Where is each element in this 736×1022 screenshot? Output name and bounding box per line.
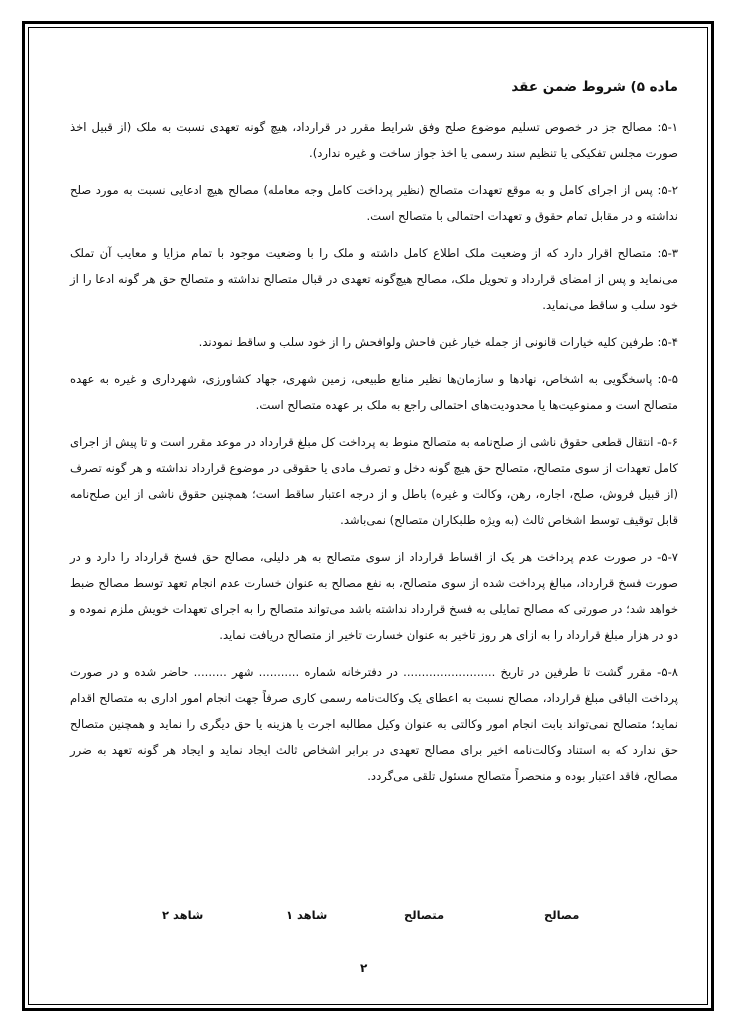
clause-5-3: ۵-۳: متصالح اقرار دارد که از وضعیت ملک اطلاع کامل داشته و ملک را با وضعیت موجود با تمام مزایا و معایب آن تملک می‌نماید و پس از امضای قرارداد و تحویل ملک، مصالح هیچ‌گونه تعهدی در قبال متصالح نداشته و متصالح حق هر گونه ادعا را از خود سلب و ساقط می‌نماید. [70,246,678,312]
signature-witness2: شاهد ۲ [162,908,204,922]
signature-row [0,908,736,932]
clause-5-1: ۵-۱: مصالح جز در خصوص تسلیم موضوع صلح وفق شرایط مقرر در قرارداد، هیچ گونه تعهدی نسبت به ملک (از قبیل اخذ صورت مجلس تفکیکی یا تنظیم سند رسمی یا اخذ جواز ساخت و غیره ندارد). [70,120,678,160]
clause-5-6: ۵-۶- انتقال قطعی حقوق ناشی از صلح‌نامه به متصالح منوط به پرداخت کل مبلغ قرارداد در موعد مقرر است و تا پیش از اجرای کامل تعهدات از سوی متصالح، متصالح حق هیچ گونه دخل و تصرف مادی یا حقوقی در موضوع قرارداد نداشته و هر گونه تصرف (از قبیل فروش، صلح، اجاره، رهن، وکالت و غیره) باطل و از درجه اعتبار ساقط است؛ همچنین حقوق ناشی از این صلح‌نامه قابل توقیف توسط اشخاص ثالث (به ویژه طلبکاران متصالح) نمی‌باشد. [70,435,678,527]
signature-party1: مصالح [544,908,580,922]
signature-party2: متصالح [404,908,445,922]
document-body [70,76,678,800]
page-number: ۲ [360,961,368,975]
signature-witness1: شاهد ۱ [286,908,328,922]
clause-5-5: ۵-۵: پاسخگویی به اشخاص، نهادها و سازمان‌ها نظیر منابع طبیعی، زمین شهری، جهاد کشاورزی، شهرداری و غیره به عهده متصالح است و ممنوعیت‌ها یا محدودیت‌های احتمالی راجع به ملک بر عهده متصالح است. [70,372,678,412]
clause-5-4: ۵-۴: طرفین کلیه خیارات قانونی از جمله خیار غبن فاحش ولوافحش را از خود سلب و ساقط نمودند. [198,335,678,349]
clause-5-2: ۵-۲: پس از اجرای کامل و به موقع تعهدات متصالح (نظیر پرداخت کامل وجه معامله) مصالح هیچ ادعایی نسبت به مورد صلح نداشته و در مقابل تمام حقوق و تعهدات احتمالی با متصالح است. [70,183,678,223]
section-title: ماده ۵) شروط ضمن عقد [511,79,678,95]
clause-5-7: ۵-۷- در صورت عدم پرداخت هر یک از اقساط قرارداد از سوی متصالح به هر دلیلی، مصالح حق فسخ قرارداد را دارد و در صورت فسخ قرارداد، مبالغ پرداخت شده از سوی متصالح، به نفع مصالح به عنوان خسارت عدم انجام تعهد توسط مصالح ضبط خواهد شد؛ در صورتی که مصالح تمایلی به فسخ قرارداد نداشته باشد می‌تواند متصالح را به اجرای تعهدات خویش ملزم نموده و دو در هزار مبلغ قرارداد را به ازای هر روز تاخیر به عنوان خسارت تاخیر از متصالح دریافت نماید. [70,550,678,642]
clause-5-8: ۵-۸- مقرر گشت تا طرفین در تاریخ ......................... در دفترخانه شماره ........... شهر ......... حاضر شده و در صورت پرداخت الباقی مبلغ قرارداد، مصالح نسبت به اعطای یک وکالت‌نامه رسمی کاری صرفاً جهت انجام امور اداری به متصالح اقدام نماید؛ متصالح نمی‌تواند بابت انجام امور وکالتی به عنوان وکیل مطالبه اجرت یا هزینه یا حق دیگری را نماید و همچنین متصالح حق ندارد که به استناد وکالت‌نامه اخیر برای مصالح تعهدی در برابر اشخاص ثالث ایجاد نماید و ایجاد هر گونه تعهد به ضرر مصالح، فاقد اعتبار بوده و منحصراً متصالح مسئول تلقی می‌گردد. [70,665,678,783]
